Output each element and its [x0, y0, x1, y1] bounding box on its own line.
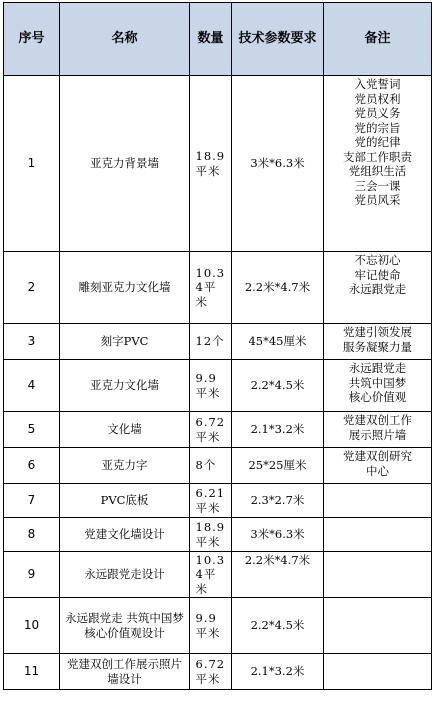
item-name: [60, 552, 190, 598]
item-quantity-text: 18.9平米: [195, 149, 226, 178]
item-spec: 3米*6.3米: [232, 518, 324, 552]
item-spec: 2.1*3.2米: [232, 654, 324, 690]
item-spec: 3米*6.3米: [232, 76, 324, 252]
row-number: 3: [4, 324, 60, 360]
item-notes: [324, 552, 432, 598]
item-name-text: 亚克力文化墙: [90, 378, 159, 393]
item-name-text: 永远跟党走设计: [84, 567, 165, 582]
item-name-text: 党建双创工作展示照片墙设计: [67, 657, 182, 686]
item-name: [60, 484, 190, 518]
item-quantity-text: 9.9平米: [195, 611, 221, 640]
row-number: 5: [4, 412, 60, 448]
item-name-text: PVC底板: [100, 493, 149, 508]
item-name: [60, 76, 190, 252]
item-name: [60, 598, 190, 654]
item-quantity-text: 6.72平米: [195, 657, 226, 686]
row-number: 10: [4, 598, 60, 654]
table-row: [4, 76, 432, 252]
item-name-text: 亚克力背景墙: [90, 156, 159, 171]
item-spec: 2.1*3.2米: [232, 412, 324, 448]
note-line: 党员义务: [354, 106, 401, 120]
table-row: [4, 448, 432, 484]
row-number: 2: [4, 252, 60, 324]
table-row: [4, 552, 432, 598]
note-line: 党的纪律: [354, 135, 401, 149]
note-line: 支部工作职责: [343, 149, 412, 164]
table-row: [4, 412, 432, 448]
table-row: [4, 360, 432, 412]
header-no: 序号: [4, 3, 60, 76]
row-number: 1: [4, 76, 60, 252]
item-notes: [324, 598, 432, 654]
note-line: 展示照片墙: [348, 427, 407, 442]
item-quantity-text: 12个: [195, 334, 225, 349]
item-quantity-text: 6.72平米: [195, 415, 226, 444]
note-line: 党建引领发展: [343, 325, 412, 339]
note-line: 永远跟党走: [348, 282, 407, 296]
item-spec: 45*45厘米: [232, 324, 324, 360]
row-number: 6: [4, 448, 60, 484]
item-name-text: 党建文化墙设计: [84, 527, 165, 542]
item-name: [60, 518, 190, 552]
item-quantity-text: 6.21平米: [195, 486, 226, 515]
item-name: [60, 654, 190, 690]
item-quantity-text: 18.9平米: [195, 520, 226, 549]
note-line: 核心价值观: [348, 390, 407, 404]
item-name: [60, 252, 190, 324]
note-line: 党建双创工作: [343, 413, 412, 427]
header-name: 名称: [60, 3, 190, 76]
note-line: 党员风采: [354, 193, 401, 207]
note-line: 党员权利: [354, 91, 401, 106]
item-quantity: [190, 252, 232, 324]
note-line: 中心: [366, 463, 389, 478]
note-line: 牢记使命: [354, 267, 401, 282]
item-notes: [324, 654, 432, 690]
item-quantity: [190, 484, 232, 518]
item-notes: [324, 76, 432, 252]
item-spec: 25*25厘米: [232, 448, 324, 484]
item-quantity-text: 9.9平米: [195, 371, 221, 400]
item-notes: [324, 518, 432, 552]
item-notes: [324, 412, 432, 448]
row-number: 7: [4, 484, 60, 518]
note-line: 永远跟党走: [348, 361, 407, 375]
header-row: [4, 3, 432, 76]
item-quantity: [190, 552, 232, 598]
item-quantity: [190, 324, 232, 360]
header-notes: 备注: [324, 3, 432, 76]
item-spec: 2.2*4.5米: [232, 360, 324, 412]
item-name-text: 亚克力字: [101, 458, 148, 473]
item-name: [60, 448, 190, 484]
note-line: 服务凝聚力量: [343, 339, 412, 354]
item-quantity: [190, 360, 232, 412]
note-line: 党建双创研究: [343, 449, 412, 463]
items-table: [3, 2, 432, 690]
item-notes: [324, 252, 432, 324]
note-line: 共筑中国梦: [348, 375, 407, 390]
item-quantity: [190, 654, 232, 690]
item-spec: 2.2*4.5米: [232, 598, 324, 654]
item-notes: [324, 360, 432, 412]
item-quantity: [190, 518, 232, 552]
note-line: 入党誓词: [354, 77, 401, 91]
item-quantity: [190, 598, 232, 654]
note-line: 党的宗旨: [354, 120, 401, 135]
note-line: 三会一课: [354, 178, 401, 193]
row-number: 9: [4, 552, 60, 598]
item-notes: [324, 324, 432, 360]
row-number: 8: [4, 518, 60, 552]
item-name-text: 永远跟党走 共筑中国梦 核心价值观设计: [65, 611, 184, 640]
item-quantity: [190, 76, 232, 252]
table-row: [4, 654, 432, 690]
item-name: [60, 360, 190, 412]
item-quantity-text: 10.34平米: [195, 265, 226, 309]
item-name-text: 文化墙: [107, 422, 142, 437]
item-name: [60, 324, 190, 360]
table-row: [4, 518, 432, 552]
table-row: [4, 484, 432, 518]
note-line: 党组织生活: [348, 164, 407, 178]
item-name: [60, 412, 190, 448]
item-spec: 2.3*2.7米: [232, 484, 324, 518]
row-number: 4: [4, 360, 60, 412]
item-spec: 2.2米*4.7米: [232, 252, 324, 324]
item-quantity: [190, 448, 232, 484]
item-notes: [324, 448, 432, 484]
item-name-text: 刻字PVC: [100, 334, 149, 349]
header-qty: 数量: [190, 3, 232, 76]
row-number: 11: [4, 654, 60, 690]
table-row: [4, 324, 432, 360]
item-name-text: 雕刻亚克力文化墙: [78, 280, 171, 295]
item-quantity-text: 10.34平米: [195, 552, 226, 596]
table-row: [4, 598, 432, 654]
table-row: [4, 252, 432, 324]
item-quantity: [190, 412, 232, 448]
item-notes: [324, 484, 432, 518]
item-spec: 2.2米*4.7米: [232, 552, 324, 598]
header-spec: 技术参数要求: [232, 3, 324, 76]
note-line: 不忘初心: [354, 253, 401, 267]
item-quantity-text: 8个: [195, 458, 217, 473]
